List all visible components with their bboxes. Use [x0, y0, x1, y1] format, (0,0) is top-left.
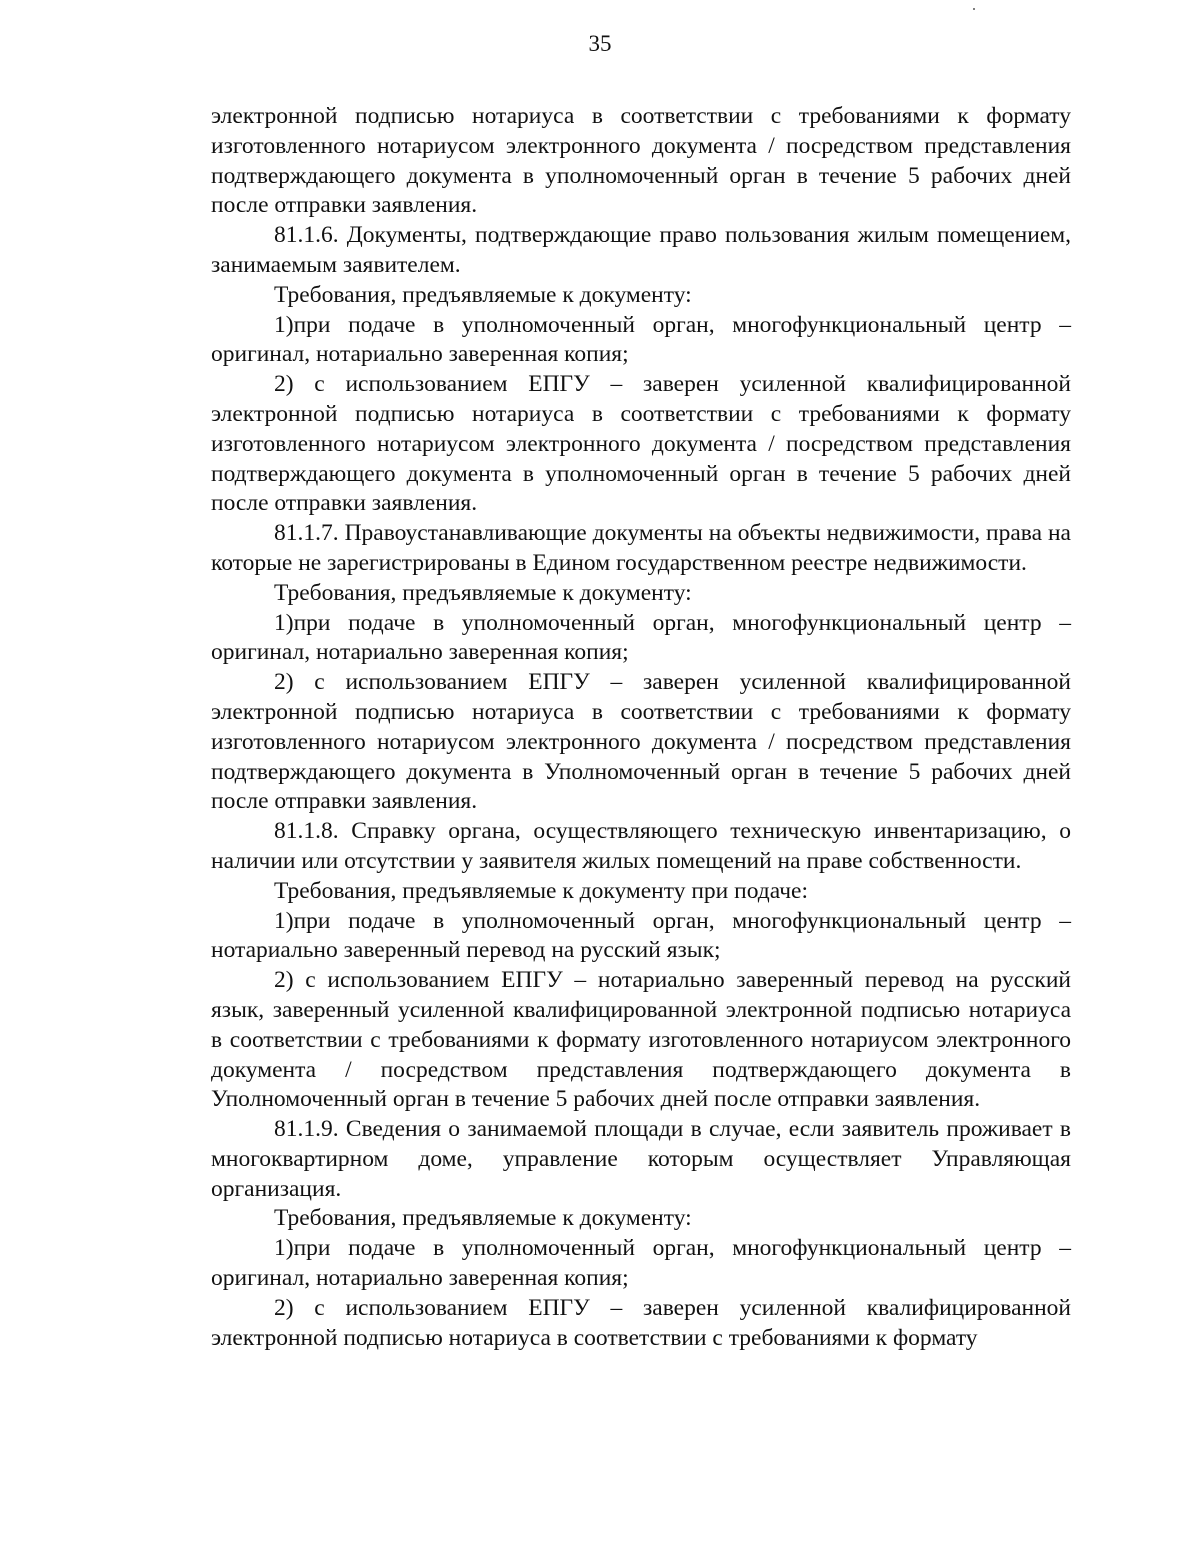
page-number: 35	[588, 31, 612, 56]
paragraph-item-2: 2) с использованием ЕПГУ – нотариально заверенный перевод на русский язык, заверенный усиленной квалифицированной электронной подписью нотариуса в соответствии с требованиями к формату изготовленного нотариусом электронного документа / посредством представления подтверждающего документа в Уполномоченный орган в течение 5 рабочих дней после отправки заявления.	[211, 967, 1071, 1113]
paragraph-requirements: Требования, предъявляемые к документу при подаче:	[274, 877, 808, 904]
paragraph-continuation: электронной подписью нотариуса в соответствии с требованиями к формату изготовленного нотариусом электронного документа / посредством представления подтверждающего документа в уполномоченный орган в течение 5 рабочих дней после отправки заявления.	[211, 103, 1071, 219]
paragraph-81-1-9: 81.1.9. Сведения о занимаемой площади в случае, если заявитель проживает в многоквартирном доме, управление которым осуществляет Управляющая организация.	[211, 1116, 1071, 1202]
scan-speck	[973, 8, 975, 10]
paragraph-81-1-8: 81.1.8. Справку органа, осуществляющего техническую инвентаризацию, о наличии или отсутствии у заявителя жилых помещений на праве собственности.	[211, 818, 1071, 874]
paragraph-item-1: 1)при подаче в уполномоченный орган, многофункциональный центр – оригинал, нотариально заверенная копия;	[211, 609, 1071, 666]
paragraph-requirements: Требования, предъявляемые к документу:	[274, 281, 692, 308]
paragraph-item-1: 1)при подаче в уполномоченный орган, многофункциональный центр – оригинал, нотариально заверенная копия;	[211, 311, 1071, 368]
paragraph-item-2: 2) с использованием ЕПГУ – заверен усиленной квалифицированной электронной подписью нотариуса в соответствии с требованиями к формату	[211, 1294, 1071, 1351]
paragraph-item-1: 1)при подаче в уполномоченный орган, многофункциональный центр – оригинал, нотариально заверенная копия;	[211, 1235, 1071, 1292]
paragraph-requirements: Требования, предъявляемые к документу:	[274, 579, 692, 606]
paragraph-requirements: Требования, предъявляемые к документу:	[274, 1205, 692, 1232]
document-body	[211, 102, 1071, 1353]
paragraph-item-1: 1)при подаче в уполномоченный орган, многофункциональный центр – нотариально заверенный перевод на русский язык;	[211, 907, 1071, 964]
paragraph-item-2: 2) с использованием ЕПГУ – заверен усиленной квалифицированной электронной подписью нотариуса в соответствии с требованиями к формату изготовленного нотариусом электронного документа / посредством представления подтверждающего документа в уполномоченный орган в течение 5 рабочих дней после отправки заявления.	[211, 371, 1071, 517]
paragraph-81-1-7: 81.1.7. Правоустанавливающие документы на объекты недвижимости, права на которые не зарегистрированы в Едином государственном реестре недвижимости.	[211, 520, 1071, 576]
paragraph-81-1-6: 81.1.6. Документы, подтверждающие право пользования жилым помещением, занимаемым заявителем.	[211, 222, 1071, 278]
paragraph-item-2: 2) с использованием ЕПГУ – заверен усиленной квалифицированной электронной подписью нотариуса в соответствии с требованиями к формату изготовленного нотариусом электронного документа / посредством представления подтверждающего документа в Уполномоченный орган в течение 5 рабочих дней после отправки заявления.	[211, 669, 1071, 815]
